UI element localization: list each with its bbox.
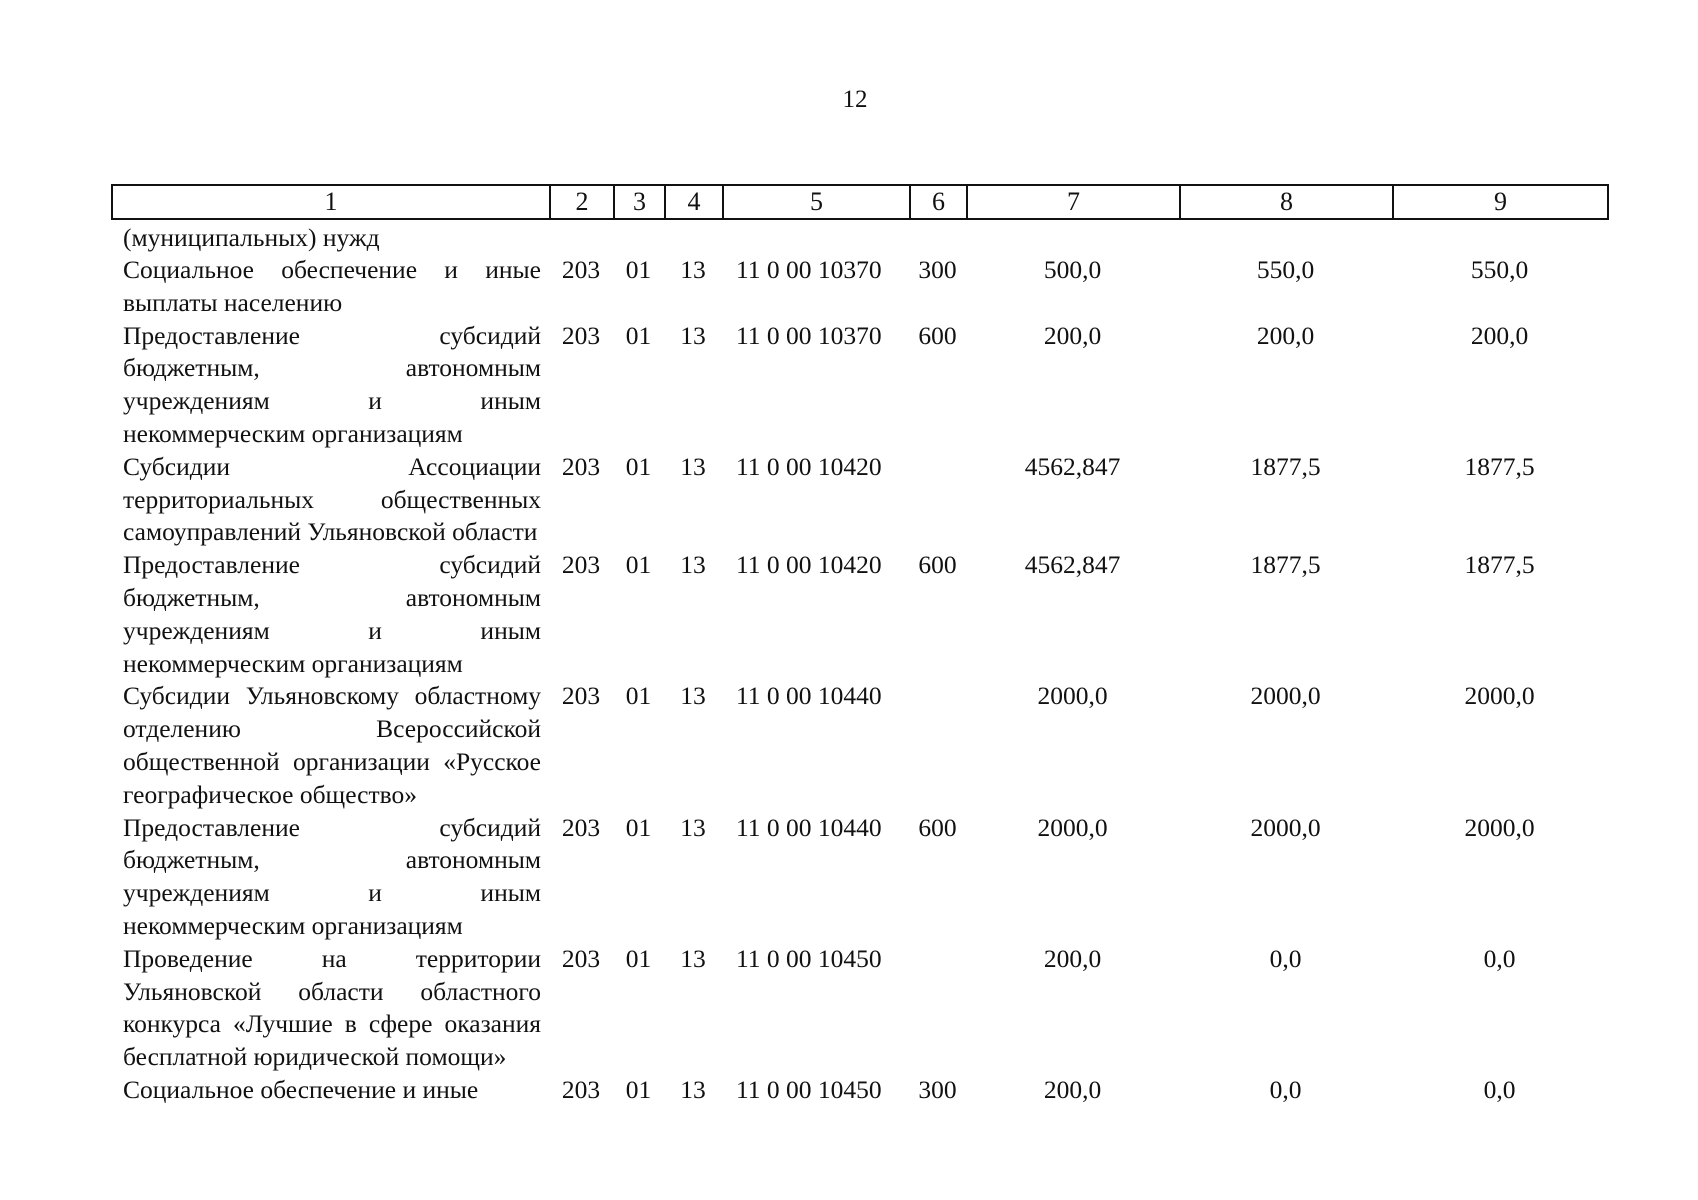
cell-col9: 2000,0 [1464,812,1535,842]
table-body [111,222,1607,1107]
cell-col5: 11 0 00 10420 [736,451,882,481]
cell-col8: 1877,5 [1250,451,1321,481]
row-description: Проведение на территории Ульяновской области областного конкурса «Лучшие в сфере оказания бесплатной юридической помощи» [123,943,541,1072]
cell-col5: 11 0 00 10450 [736,1074,882,1104]
cell-col4: 13 [680,1074,706,1104]
cell-col9: 200,0 [1470,320,1529,350]
row-description: Субсидии Ассоциации территориальных общественных самоуправлений Ульяновской области [123,451,541,547]
cell-col5: 11 0 00 10440 [736,812,882,842]
cell-col7: 2000,0 [1037,681,1108,711]
column-header-4: 4 [665,185,723,219]
cell-col6: 600 [918,550,957,580]
column-header-row [111,184,1609,220]
table-row [111,451,1607,549]
table-row [111,943,1607,1074]
cell-col4: 13 [680,681,706,711]
cell-col6 [909,451,966,549]
cell-col9: 1877,5 [1464,451,1535,481]
cell-col2 [549,222,613,254]
cell-col6 [909,680,966,811]
cell-col8 [1179,222,1392,254]
cell-col3 [613,222,664,254]
column-header-3: 3 [614,185,665,219]
cell-col9: 550,0 [1470,255,1529,284]
cell-col2: 203 [561,681,601,711]
cell-col2: 203 [561,320,601,350]
row-description: Социальное обеспечение и иные [123,1074,479,1104]
cell-col9 [1392,222,1607,254]
table-row [111,680,1607,811]
cell-col4: 13 [680,451,706,481]
cell-col8: 550,0 [1256,255,1315,284]
cell-col8: 0,0 [1269,1074,1302,1104]
cell-col2: 203 [561,1074,601,1104]
cell-col9: 1877,5 [1464,550,1535,580]
column-header-9: 9 [1393,185,1608,219]
row-description: Предоставление субсидий бюджетным, автономным учреждениям и иным некоммерческим организациям [123,550,541,678]
cell-col5: 11 0 00 10440 [736,681,882,711]
cell-col9: 2000,0 [1464,681,1535,711]
row-description: Социальное обеспечение и иные выплаты населению [123,255,541,317]
table-row [111,254,1607,320]
row-description: Предоставление субсидий бюджетным, автономным учреждениям и иным некоммерческим организациям [123,812,541,940]
cell-col7: 4562,847 [1024,550,1121,580]
cell-col3: 01 [625,1074,652,1104]
cell-col4: 13 [680,943,706,973]
cell-col8: 200,0 [1256,320,1315,350]
cell-col6 [909,222,966,254]
cell-col8: 1877,5 [1250,550,1321,580]
cell-col7 [966,222,1179,254]
cell-col6: 300 [918,1074,957,1104]
cell-col8: 2000,0 [1250,812,1321,842]
column-header-8: 8 [1180,185,1393,219]
page-number: 12 [842,86,868,113]
cell-col7: 2000,0 [1037,812,1108,842]
cell-col7: 200,0 [1043,1074,1102,1104]
cell-col4: 13 [680,320,706,350]
column-header-5: 5 [723,185,910,219]
cell-col8: 2000,0 [1250,681,1321,711]
cell-col3: 01 [625,255,652,284]
table-row [111,549,1607,680]
column-header-2: 2 [550,185,614,219]
table-row [111,1074,1607,1107]
cell-col5: 11 0 00 10370 [736,255,882,284]
cell-col7: 200,0 [1043,943,1102,973]
cell-col6: 300 [918,255,957,284]
cell-col6: 600 [918,320,957,350]
cell-col2: 203 [561,812,601,842]
cell-col3: 01 [625,550,652,580]
cell-col2: 203 [561,255,601,284]
cell-col3: 01 [625,681,652,711]
table-row [111,222,1607,254]
cell-col4: 13 [680,812,706,842]
row-description: (муниципальных) нужд [123,223,380,252]
cell-col6: 600 [918,812,957,842]
column-header-1: 1 [112,185,550,219]
cell-col7: 500,0 [1043,255,1102,284]
row-description: Субсидии Ульяновскому областному отделению Всероссийской общественной организации «Русское географическое общество» [123,681,541,809]
cell-col3: 01 [625,320,652,350]
row-description: Предоставление субсидий бюджетным, автономным учреждениям и иным некоммерческим организациям [123,320,541,448]
cell-col5: 11 0 00 10370 [736,320,882,350]
cell-col5 [722,222,909,254]
cell-col3: 01 [625,943,652,973]
cell-col8: 0,0 [1269,943,1302,973]
cell-col5: 11 0 00 10450 [736,943,882,973]
column-header-7: 7 [967,185,1180,219]
table-row [111,320,1607,451]
cell-col9: 0,0 [1483,1074,1516,1104]
cell-col6 [909,943,966,1074]
cell-col2: 203 [561,943,601,973]
cell-col3: 01 [625,451,652,481]
cell-col4: 13 [680,255,706,284]
cell-col9: 0,0 [1483,943,1516,973]
cell-col4: 13 [680,550,706,580]
cell-col7: 200,0 [1043,320,1102,350]
cell-col2: 203 [561,451,601,481]
cell-col7: 4562,847 [1024,451,1121,481]
cell-col3: 01 [625,812,652,842]
column-header-6: 6 [910,185,967,219]
cell-col5: 11 0 00 10420 [736,550,882,580]
cell-col2: 203 [561,550,601,580]
cell-col4 [664,222,722,254]
table-row [111,812,1607,943]
